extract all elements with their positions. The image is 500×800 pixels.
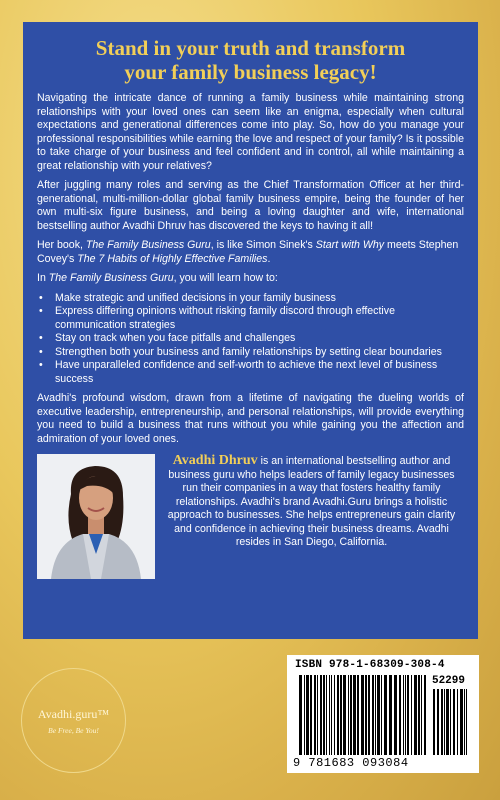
headline-line-1: Stand in your truth and transform (95, 36, 406, 60)
ean-number: 9 781683 093084 (293, 756, 409, 770)
author-bio (155, 454, 464, 579)
learning-bullets (37, 292, 464, 387)
bullet-item: • Make strategic and unified decisions in your family business (37, 292, 464, 306)
barcode-bars-icon (299, 675, 427, 755)
back-cover-panel (23, 22, 478, 639)
bullet-item: • Stay on track when you face pitfalls and challenges (37, 332, 464, 346)
addon-barcode-bars-icon (433, 689, 471, 755)
bullet-item: • Strengthen both your business and family relationships by setting clear boundaries (37, 346, 464, 360)
headline-line-2: your family business legacy! (124, 60, 377, 84)
isbn-barcode (287, 655, 479, 773)
bullet-item: • Express differing opinions without risking family discord through effective communication strategies (37, 305, 464, 332)
author-name: Avadhi Dhruv (172, 453, 258, 468)
logo-tagline: Be Free, Be You! (48, 726, 99, 735)
logo-name: Avadhi.guru™ (37, 707, 110, 721)
intro-paragraph: Navigating the intricate dance of running a family business while maintaining strong relationships with your loved ones can seem like an enigma, especially when cultural expectations and generational differences come into play. So, how do you manage your professional responsibilities while earning the love and respect of your family? Is it possible to take charge of your business and feel confident and in control, all while maintaining a great relationship with your relatives? (37, 92, 464, 172)
reference-book-2: The 7 Habits of Highly Effective Families (77, 252, 268, 265)
reference-book-1: Start with Why (315, 239, 385, 251)
background-paragraph: After juggling many roles and serving as the Chief Transformation Officer at her third-generational, multi-million-dollar global family business empire, being the founder of her own multi-six figure business, and being a loving daughter and wife, international bestselling author Avadhi Dhruv has discovered the keys to having it all! (37, 179, 464, 232)
author-bio-text: is an international bestselling author and business guru who helps leaders of family legacy businesses run their companies in a way that fosters healthy family relationships. Avadhi's brand Avadhi.Guru brings a holistic approach to businesses. She helps entrepreneurs gain clarity and confidence in achieving their business dreams. Avadhi resides in San Diego, California. (167, 455, 456, 548)
author-portrait-icon (37, 454, 155, 579)
author-section (37, 454, 464, 579)
learn-intro: In The Family Business Guru, you will learn how to: (37, 272, 278, 284)
book-title: The Family Business Guru (48, 272, 174, 284)
comparison-paragraph: Her book, The Family Business Guru, is like Simon Sinek's Start with Why meets Stephen Covey's The 7 Habits of Highly Effective Families. (37, 239, 459, 265)
closing-paragraph: Avadhi's profound wisdom, drawn from a lifetime of navigating the dueling worlds of executive leadership, entrepreneurship, and personal relationships, will provide everything you need to build a business that runs without you while gaining you the affection and admiration of your loved ones. (37, 392, 464, 445)
book-title: The Family Business Guru (85, 239, 211, 251)
price-code: 52299 (431, 675, 465, 687)
headline (37, 36, 464, 84)
publisher-logo (21, 668, 126, 773)
isbn-number: ISBN 978-1-68309-308-4 (295, 659, 445, 671)
author-photo (37, 454, 155, 579)
bullet-item: • Have unparalleled confidence and self-worth to achieve the next level of business success (37, 359, 464, 386)
